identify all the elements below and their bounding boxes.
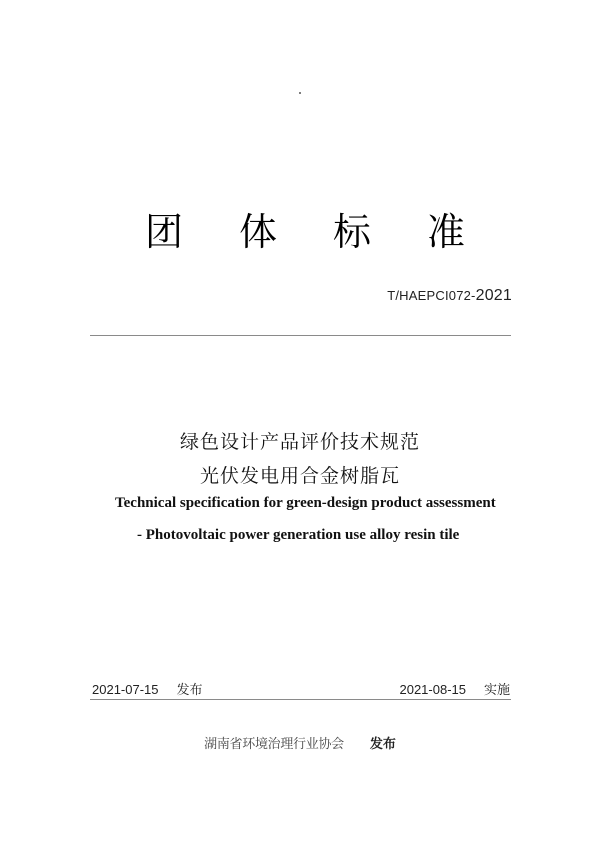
standard-number [387, 287, 512, 305]
title-cn-line2: 光伏发电用合金树脂瓦 [199, 465, 400, 487]
standard-number-code: T/HAEPCI072- [387, 288, 476, 303]
implement-date: 2021-08-15 [399, 682, 466, 697]
issuer-organization: 湖南省环境治理行业协会 [204, 737, 344, 752]
document-type-char: 团 [145, 210, 184, 254]
decorative-dot [299, 92, 301, 94]
document-type-char: 准 [426, 210, 465, 254]
issuer-action: 发布 [369, 737, 396, 752]
publish-date-row [92, 679, 203, 698]
implement-date-row [399, 679, 510, 698]
publish-date: 2021-07-15 [92, 682, 159, 697]
document-type-char: 体 [238, 210, 277, 254]
standard-number-year: 2021 [475, 287, 512, 304]
top-divider [90, 335, 511, 336]
implement-label: 实施 [483, 682, 510, 697]
publish-label: 发布 [176, 682, 203, 697]
document-type-char: 标 [332, 210, 371, 254]
title-en-line2: - Photovoltaic power generation use alloy resin tile [137, 527, 460, 543]
title-cn-line1: 绿色设计产品评价技术规范 [179, 431, 420, 453]
issuer-line [0, 733, 600, 752]
document-type-heading [145, 206, 465, 258]
bottom-divider [90, 699, 511, 700]
title-en-line1: Technical specification for green-design product assessment [115, 495, 496, 511]
